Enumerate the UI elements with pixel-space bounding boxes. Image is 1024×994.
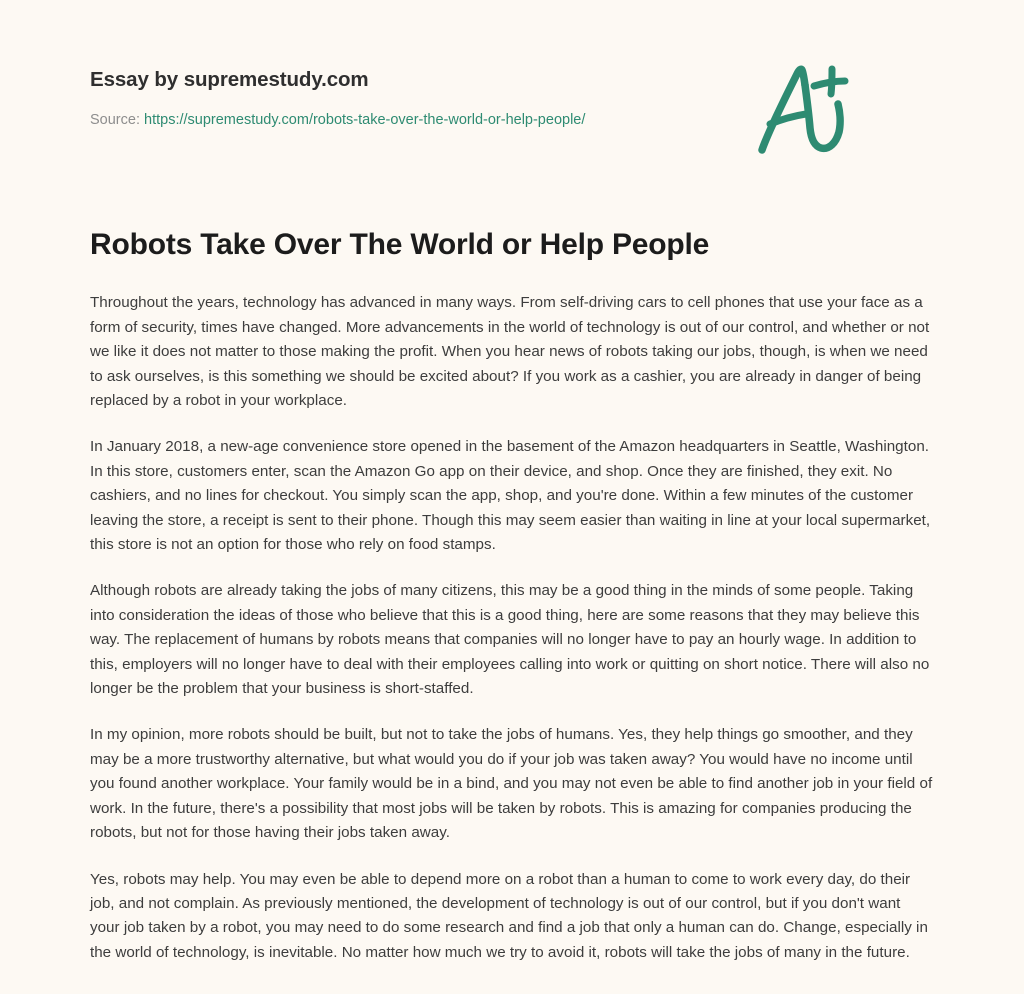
document-header — [90, 0, 934, 130]
paragraph: In January 2018, a new-age convenience store opened in the basement of the Amazon headquarters in Seattle, Washington. In this store, customers enter, scan the Amazon Go app on their device, and shop. Once they are finished, they exit. No cashiers, and no lines for checkout. You simply scan the app, shop, and you're done. Within a few minutes of the customer leaving the store, a receipt is sent to their phone. Though this may seem easier than waiting in line at your local supermarket, this store is not an option for those who rely on food stamps. — [90, 438, 931, 554]
paragraph: Yes, robots may help. You may even be able to depend more on a robot than a human to come to work every day, do their job, and not complain. As previously mentioned, the development of technology is out of our control, but if you don't want your job taken by a robot, you may need to do some research and find a job that only a human can do. Change, especially in the world of technology, is inevitable. No matter how much we try to avoid it, robots will take the jobs of many in the future. — [90, 870, 928, 961]
essay-body — [90, 263, 934, 965]
source-line — [90, 93, 934, 130]
source-url-link[interactable]: https://supremestudy.com/robots-take-over-the-world-or-help-people/ — [144, 111, 586, 128]
paragraph: Throughout the years, technology has advanced in many ways. From self-driving cars to cell phones that use your face as a form of security, times have changed. More advancements in the world of technology is out of our control, and whether or not we like it does not matter to those making the profit. When you hear news of robots taking our jobs, though, is when we need to ask ourselves, is this something we should be excited about? If you work as a cashier, you are already in danger of being replaced by a robot in your workplace. — [90, 294, 930, 410]
source-label: Source: — [90, 111, 140, 128]
paragraph: In my opinion, more robots should be built, but not to take the jobs of humans. Yes, they help things go smoother, and they may be a more trustworthy alternative, but what would you do if your job was taken away? You would have no income until you found another workplace. Your family would be in a bind, and you may not even be able to find another job in your field of work. In the future, there's a possibility that most jobs will be taken by robots. This is amazing for companies producing the robots, but not for those having their jobs taken away. — [90, 726, 933, 842]
page-title: Robots Take Over The World or Help People — [90, 227, 710, 261]
brand-title: Essay by supremestudy.com — [90, 68, 369, 91]
paragraph: Although robots are already taking the jobs of many citizens, this may be a good thing in the minds of some people. Taking into consideration the ideas of those who believe that this is a good thing, here are some reasons that they may believe this way. The replacement of humans by robots means that companies will no longer have to pay an hourly wage. In addition to this, employers will no longer have to deal with their employees calling into work or quitting on short notice. There will also no longer be the problem that your business is short-staffed. — [90, 582, 930, 698]
